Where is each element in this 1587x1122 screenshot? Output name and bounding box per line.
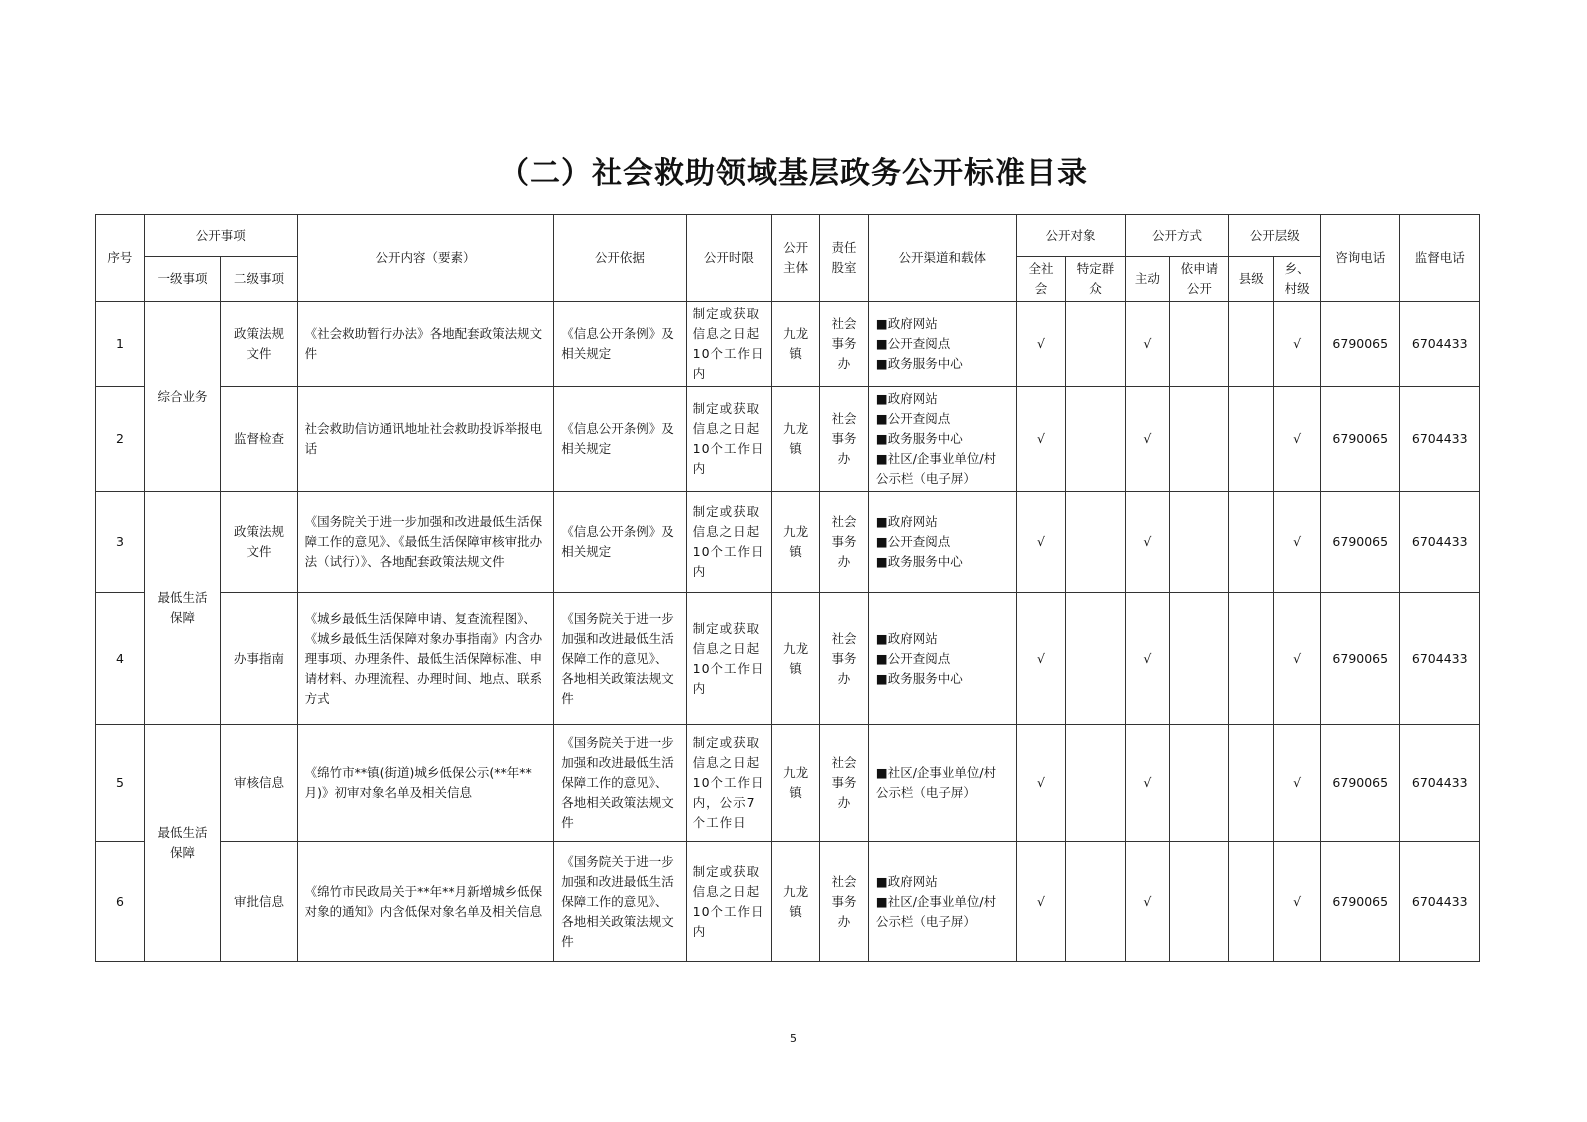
row-method-apply bbox=[1170, 842, 1229, 962]
row-basis: 《国务院关于进一步加强和改进最低生活保障工作的意见》、各地相关政策法规文件 bbox=[554, 593, 686, 725]
header-items: 公开事项 bbox=[144, 215, 297, 257]
row-level-county bbox=[1229, 492, 1274, 593]
header-target-specific: 特定群 众 bbox=[1066, 257, 1125, 302]
row-channel: ■政府网站 ■公开查阅点 ■政务服务中心 bbox=[868, 593, 1016, 725]
row-seq: 3 bbox=[96, 492, 145, 593]
row-basis: 《信息公开条例》及相关规定 bbox=[554, 387, 686, 492]
header-level1: 一级事项 bbox=[144, 257, 220, 302]
row-subject: 九龙 镇 bbox=[772, 387, 820, 492]
header-basis: 公开依据 bbox=[554, 215, 686, 302]
row-content: 《国务院关于进一步加强和改进最低生活保障工作的意见》、《最低生活保障审核审批办法（试行）》、各地配套政策法规文件 bbox=[297, 492, 554, 593]
header-level2: 二级事项 bbox=[221, 257, 297, 302]
row-channel: ■政府网站 ■公开查阅点 ■政务服务中心 ■社区/企事业单位/村公示栏（电子屏） bbox=[868, 387, 1016, 492]
row-method-active: √ bbox=[1125, 593, 1170, 725]
row-target-specific bbox=[1066, 492, 1125, 593]
table-row bbox=[96, 593, 1480, 725]
row-content: 《绵竹市民政局关于**年**月新增城乡低保对象的通知》内含低保对象名单及相关信息 bbox=[297, 842, 554, 962]
header-level-county: 县级 bbox=[1229, 257, 1274, 302]
row-seq: 4 bbox=[96, 593, 145, 725]
row-supervise-phone: 6704433 bbox=[1400, 387, 1480, 492]
row-dept: 社会 事务 办 bbox=[820, 387, 869, 492]
table-row bbox=[96, 492, 1480, 593]
row-channel: ■政府网站 ■社区/企事业单位/村公示栏（电子屏） bbox=[868, 842, 1016, 962]
table-row bbox=[96, 842, 1480, 962]
header-channel: 公开渠道和载体 bbox=[868, 215, 1016, 302]
row-seq: 6 bbox=[96, 842, 145, 962]
row-content: 社会救助信访通讯地址社会救助投诉举报电话 bbox=[297, 387, 554, 492]
row-basis: 《信息公开条例》及相关规定 bbox=[554, 302, 686, 387]
header-dept: 责任 股室 bbox=[820, 215, 869, 302]
row-method-apply bbox=[1170, 593, 1229, 725]
row-channel: ■社区/企事业单位/村公示栏（电子屏） bbox=[868, 725, 1016, 842]
row-method-apply bbox=[1170, 302, 1229, 387]
group-label: 最低生活 保障 bbox=[144, 492, 220, 725]
row-subject: 九龙 镇 bbox=[772, 842, 820, 962]
header-content: 公开内容（要素） bbox=[297, 215, 554, 302]
row-dept: 社会 事务 办 bbox=[820, 593, 869, 725]
row-target-all: √ bbox=[1016, 725, 1066, 842]
row-time-limit: 制定或获取信息之日起10个工作日内 bbox=[686, 387, 772, 492]
row-seq: 5 bbox=[96, 725, 145, 842]
group-label: 最低生活 保障 bbox=[144, 725, 220, 962]
row-level-town: √ bbox=[1274, 842, 1321, 962]
row-target-specific bbox=[1066, 842, 1125, 962]
row-target-all: √ bbox=[1016, 387, 1066, 492]
header-level-town: 乡、 村级 bbox=[1274, 257, 1321, 302]
row-level-town: √ bbox=[1274, 725, 1321, 842]
row-subject: 九龙 镇 bbox=[772, 593, 820, 725]
header-method-active: 主动 bbox=[1125, 257, 1170, 302]
row-time-limit: 制定或获取信息之日起10个工作日内 bbox=[686, 842, 772, 962]
row-target-specific bbox=[1066, 302, 1125, 387]
row-content: 《绵竹市**镇(街道)城乡低保公示(**年**月)》初审对象名单及相关信息 bbox=[297, 725, 554, 842]
page-number: 5 bbox=[790, 1032, 797, 1045]
header-method: 公开方式 bbox=[1125, 215, 1229, 257]
row-time-limit: 制定或获取信息之日起10个工作日内 bbox=[686, 302, 772, 387]
row-level-county bbox=[1229, 725, 1274, 842]
row-consult-phone: 6790065 bbox=[1321, 842, 1400, 962]
row-consult-phone: 6790065 bbox=[1321, 492, 1400, 593]
row-level-town: √ bbox=[1274, 387, 1321, 492]
row-method-active: √ bbox=[1125, 842, 1170, 962]
header-target-all: 全社 会 bbox=[1016, 257, 1066, 302]
row-level-county bbox=[1229, 387, 1274, 492]
table-row bbox=[96, 725, 1480, 842]
row-consult-phone: 6790065 bbox=[1321, 593, 1400, 725]
row-target-specific bbox=[1066, 593, 1125, 725]
row-level2: 办事指南 bbox=[221, 593, 297, 725]
row-target-specific bbox=[1066, 725, 1125, 842]
row-time-limit: 制定或获取信息之日起10个工作日内 bbox=[686, 593, 772, 725]
row-consult-phone: 6790065 bbox=[1321, 725, 1400, 842]
row-dept: 社会 事务 办 bbox=[820, 492, 869, 593]
row-dept: 社会 事务 办 bbox=[820, 302, 869, 387]
row-supervise-phone: 6704433 bbox=[1400, 593, 1480, 725]
header-level: 公开层级 bbox=[1229, 215, 1321, 257]
row-subject: 九龙 镇 bbox=[772, 302, 820, 387]
row-level2: 政策法规 文件 bbox=[221, 302, 297, 387]
row-consult-phone: 6790065 bbox=[1321, 302, 1400, 387]
row-target-all: √ bbox=[1016, 302, 1066, 387]
header-supervise-phone: 监督电话 bbox=[1400, 215, 1480, 302]
header-seq: 序号 bbox=[96, 215, 145, 302]
header-target: 公开对象 bbox=[1016, 215, 1125, 257]
row-level2: 监督检查 bbox=[221, 387, 297, 492]
row-time-limit: 制定或获取信息之日起10个工作日内 bbox=[686, 492, 772, 593]
header-time-limit: 公开时限 bbox=[686, 215, 772, 302]
row-level-town: √ bbox=[1274, 593, 1321, 725]
row-subject: 九龙 镇 bbox=[772, 492, 820, 593]
header-row-1 bbox=[96, 215, 1480, 257]
row-method-active: √ bbox=[1125, 302, 1170, 387]
row-target-specific bbox=[1066, 387, 1125, 492]
row-method-active: √ bbox=[1125, 725, 1170, 842]
row-level-county bbox=[1229, 302, 1274, 387]
row-supervise-phone: 6704433 bbox=[1400, 725, 1480, 842]
row-content: 《城乡最低生活保障申请、复查流程图》、《城乡最低生活保障对象办事指南》内含办理事项、办理条件、最低生活保障标准、申请材料、办理流程、办理时间、地点、联系方式 bbox=[297, 593, 554, 725]
header-subject: 公开 主体 bbox=[772, 215, 820, 302]
row-level-county bbox=[1229, 593, 1274, 725]
table-row bbox=[96, 387, 1480, 492]
row-method-active: √ bbox=[1125, 492, 1170, 593]
row-level2: 政策法规 文件 bbox=[221, 492, 297, 593]
row-method-apply bbox=[1170, 725, 1229, 842]
row-time-limit: 制定或获取信息之日起10个工作日内，公示7个工作日 bbox=[686, 725, 772, 842]
disclosure-catalog-table bbox=[95, 214, 1480, 962]
row-target-all: √ bbox=[1016, 492, 1066, 593]
row-method-active: √ bbox=[1125, 387, 1170, 492]
row-supervise-phone: 6704433 bbox=[1400, 842, 1480, 962]
row-level2: 审批信息 bbox=[221, 842, 297, 962]
row-channel: ■政府网站 ■公开查阅点 ■政务服务中心 bbox=[868, 302, 1016, 387]
row-content: 《社会救助暂行办法》各地配套政策法规文件 bbox=[297, 302, 554, 387]
group-label: 综合业务 bbox=[144, 302, 220, 492]
row-basis: 《信息公开条例》及相关规定 bbox=[554, 492, 686, 593]
row-basis: 《国务院关于进一步加强和改进最低生活保障工作的意见》、各地相关政策法规文件 bbox=[554, 842, 686, 962]
page-title: （二）社会救助领域基层政务公开标准目录 bbox=[499, 156, 1088, 191]
row-supervise-phone: 6704433 bbox=[1400, 492, 1480, 593]
row-level-county bbox=[1229, 842, 1274, 962]
row-method-apply bbox=[1170, 387, 1229, 492]
header-consult-phone: 咨询电话 bbox=[1321, 215, 1400, 302]
table-row bbox=[96, 302, 1480, 387]
row-level-town: √ bbox=[1274, 302, 1321, 387]
row-seq: 2 bbox=[96, 387, 145, 492]
row-level2: 审核信息 bbox=[221, 725, 297, 842]
row-method-apply bbox=[1170, 492, 1229, 593]
row-consult-phone: 6790065 bbox=[1321, 387, 1400, 492]
row-dept: 社会 事务 办 bbox=[820, 842, 869, 962]
row-subject: 九龙 镇 bbox=[772, 725, 820, 842]
row-dept: 社会 事务 办 bbox=[820, 725, 869, 842]
row-level-town: √ bbox=[1274, 492, 1321, 593]
row-supervise-phone: 6704433 bbox=[1400, 302, 1480, 387]
row-target-all: √ bbox=[1016, 593, 1066, 725]
row-seq: 1 bbox=[96, 302, 145, 387]
row-channel: ■政府网站 ■公开查阅点 ■政务服务中心 bbox=[868, 492, 1016, 593]
header-method-apply: 依申请 公开 bbox=[1170, 257, 1229, 302]
row-basis: 《国务院关于进一步加强和改进最低生活保障工作的意见》、各地相关政策法规文件 bbox=[554, 725, 686, 842]
row-target-all: √ bbox=[1016, 842, 1066, 962]
